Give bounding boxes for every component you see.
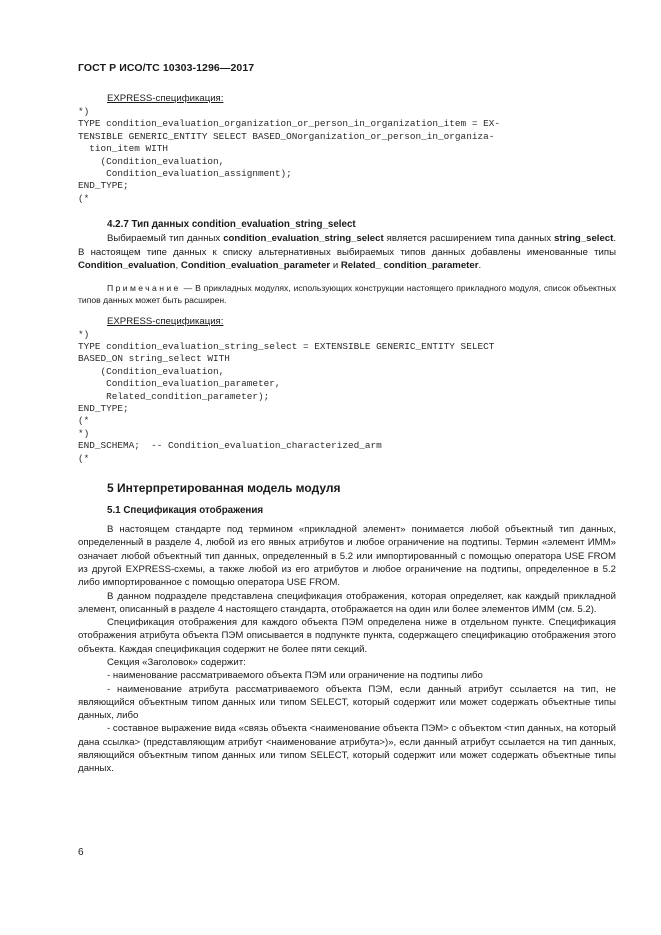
- code-block-2: [78, 329, 616, 465]
- section-heading-5-1: 5.1 Спецификация отображения: [107, 505, 264, 517]
- code-line: *): [78, 106, 90, 117]
- code-line: Condition_evaluation_assignment);: [78, 168, 292, 180]
- section-heading-4-2-7: 4.2.7 Тип данных condition_evaluation_string_select: [107, 219, 356, 231]
- page-content: [78, 92, 616, 776]
- text-run: ,: [175, 259, 181, 271]
- code-line: (*: [78, 192, 90, 204]
- code-line: Related_condition_parameter);: [78, 390, 270, 402]
- page-number: 6: [78, 847, 84, 858]
- section-5-1-paragraph: В данном подразделе представлена спецификация отображения, которая определяет, как каждый прикладной элемент, описанный в разделе 4 настоящего стандарта, отображается на один или более элементов ИММ (см. 5.2).: [78, 590, 616, 615]
- text-run-bold: string_select: [554, 233, 614, 245]
- list-item: - наименование атрибута рассматриваемого объекта ПЭМ, если данный атрибут ссылается на тип, не являющийся объектным типом данных или типом SELECT, который содержит или может содержать объектные типы данных, либо: [78, 683, 616, 722]
- text-run: является расширением типа данных: [383, 233, 555, 245]
- text-run: .: [478, 259, 482, 271]
- express-spec-label: EXPRESS-спецификация:: [107, 93, 224, 104]
- code-line: tion_item WITH: [78, 143, 169, 155]
- text-run-bold: Related_ condition_parameter: [340, 259, 479, 271]
- text-run: Выбираемый тип данных: [107, 233, 224, 245]
- code-line: (Condition_evaluation,: [78, 155, 225, 167]
- code-line: TENSIBLE GENERIC_ENTITY SELECT BASED_ONorganization_or_person_in_organiza-: [78, 130, 495, 142]
- code-line: TYPE condition_evaluation_organization_or_person_in_organization_item = EX-: [78, 118, 500, 130]
- code-line: END_TYPE;: [78, 180, 129, 192]
- list-item: - составное выражение вида «связь объекта <наименование объекта ПЭМ> с объектом <тип данных, на который дана ссылка> (представляющим атрибут <наименование атрибута>)», если данный атрибут ссылается на тип данных, являющийся объектным типом данных или типом SELECT, который содержит или может содержать объектные типы данных.: [78, 723, 616, 775]
- note: [78, 282, 616, 306]
- document-header: ГОСТ Р ИСО/ТС 10303-1296—2017: [78, 62, 255, 74]
- text-run-bold: condition_evaluation_string_select: [223, 233, 384, 245]
- code-line: (*: [78, 415, 90, 427]
- section-4-2-7-paragraph: [78, 232, 616, 272]
- code-line: END_SCHEMA; -- Condition_evaluation_characterized_arm: [78, 440, 382, 452]
- code-line: *): [78, 427, 90, 439]
- code-line: Condition_evaluation_parameter,: [78, 378, 281, 390]
- code-line: *): [78, 328, 90, 340]
- note-label: Примечание: [107, 283, 181, 294]
- section-heading-5: 5 Интерпретированная модель модуля: [107, 481, 341, 496]
- note-text: — В прикладных модулях, использующих конструкции настоящего прикладного модуля, список объектных типов данных может быть расширен.: [78, 283, 616, 306]
- list-item: - наименование рассматриваемого объекта ПЭМ или ограничение на подтипы либо: [107, 670, 483, 682]
- section-5-1-paragraph: В настоящем стандарте под термином «прикладной элемент» понимается любой объектный тип данных, определенный в разделе 4, любой из его явных атрибутов и любое ограничение на подтипы. Термин «элемент ИММ» означает любой объектный тип данных, определенный в 5.2 или импортированный с помощью оператора USE FROM из другой EXPRESS-схемы, а также любой из его атрибутов и любое ограничение на подтипы, определенное в 5.2 либо импортированное с помощью оператора USE FROM.: [78, 524, 616, 589]
- text-run-bold: Condition_evaluation: [78, 259, 176, 271]
- code-line: END_TYPE;: [78, 402, 129, 414]
- code-block-1: [78, 106, 616, 205]
- text-run-bold: Condition_evaluation_parameter: [180, 259, 331, 271]
- section-5-1-paragraph: Секция «Заголовок» содержит:: [107, 656, 246, 668]
- section-5-1-paragraph: Спецификация отображения для каждого объекта ПЭМ определена ниже в отдельном пункте. Спецификация отображения атрибута объекта ПЭМ описывается в подпункте пункта, содержащего спецификацию отображения этого объекта. Каждая спецификация содержит не более пяти секций.: [78, 617, 616, 655]
- code-line: (Condition_evaluation,: [78, 365, 225, 377]
- code-line: (*: [78, 452, 90, 464]
- express-spec-label: EXPRESS-спецификация:: [107, 315, 224, 327]
- code-line: BASED_ON string_select WITH: [78, 353, 230, 365]
- text-run: . В настоящем типе данных к списку альтернативных выбираемых типов данных добавлены именованные типы: [78, 233, 617, 258]
- text-run: и: [330, 259, 341, 271]
- code-line: TYPE condition_evaluation_string_select = EXTENSIBLE GENERIC_ENTITY SELECT: [78, 340, 495, 352]
